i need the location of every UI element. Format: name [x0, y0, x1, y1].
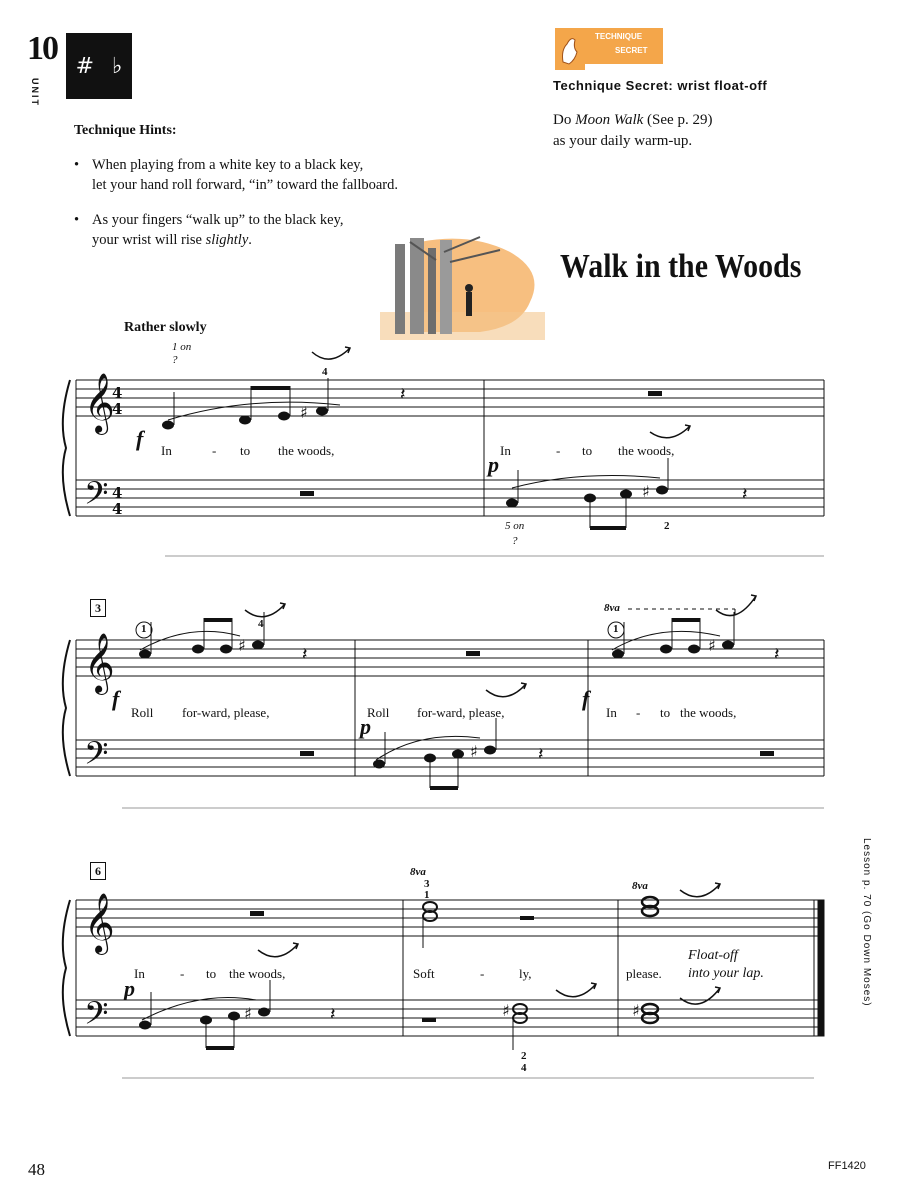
- svg-text:4: 4: [112, 384, 123, 402]
- unit-number: 10: [27, 30, 57, 67]
- svg-text:𝄢: 𝄢: [84, 995, 109, 1039]
- fingering: 1 on: [172, 341, 192, 353]
- dynamic-piano: p: [360, 714, 371, 739]
- svg-text:♯: ♯: [502, 1001, 510, 1020]
- hint-line: your wrist will rise: [92, 232, 206, 248]
- hint-line: As your fingers “walk up” to the black key,: [92, 212, 344, 228]
- svg-text:4: 4: [112, 484, 123, 502]
- fingering: 2: [521, 1050, 527, 1062]
- lyric: please.: [626, 966, 662, 981]
- secret-text-b: Moon Walk: [575, 112, 644, 128]
- svg-text:𝄽: 𝄽: [400, 384, 406, 405]
- svg-text:𝄞: 𝄞: [84, 373, 115, 433]
- fingering: 4: [322, 366, 328, 378]
- lyric: Soft: [413, 966, 435, 981]
- lyric: the woods,: [229, 966, 286, 981]
- fingering: 1: [424, 889, 430, 901]
- lyric: In: [500, 443, 511, 458]
- technique-hints-title: Technique Hints:: [74, 123, 177, 138]
- dynamic-piano: p: [124, 976, 135, 1001]
- svg-text:𝄞: 𝄞: [84, 633, 115, 693]
- technique-secret-label: Technique Secret: wrist float-off: [553, 78, 768, 93]
- hint-line: let your hand roll forward, “in” toward the fallboard.: [92, 177, 399, 193]
- svg-text:4: 4: [112, 500, 123, 518]
- tempo-marking: Rather slowly: [124, 320, 207, 335]
- lyric: -: [180, 966, 185, 981]
- lyric: the woods,: [618, 443, 675, 458]
- svg-text:𝄽: 𝄽: [330, 1004, 336, 1025]
- float-off-line1: Float-off: [688, 948, 738, 963]
- fingering: 3: [424, 878, 430, 890]
- fingering: 5 on: [505, 520, 525, 532]
- svg-text:♯: ♯: [470, 742, 478, 761]
- dynamic-forte: f: [136, 426, 144, 451]
- svg-text:𝄢: 𝄢: [84, 475, 109, 519]
- svg-text:♯: ♯: [632, 1001, 640, 1020]
- svg-text:𝄽: 𝄽: [774, 644, 780, 665]
- fingering: 2: [664, 520, 670, 532]
- hint-item: • When playing from a white key to a black key, let your hand roll forward, “in” toward the fallboard.: [74, 157, 399, 193]
- system-1-staff-lines: [76, 380, 824, 516]
- badge-line1: TECHNIQUE: [595, 32, 643, 41]
- page-number: 48: [28, 1160, 45, 1179]
- fingering-question: ?: [172, 354, 178, 366]
- lyric: Roll: [131, 705, 154, 720]
- lyric: for-ward, please,: [417, 705, 505, 720]
- lyric: to: [582, 443, 593, 458]
- svg-text:4: 4: [112, 400, 123, 418]
- lyric: -: [556, 443, 561, 458]
- fingering: 1: [141, 623, 147, 635]
- svg-text:♯: ♯: [300, 403, 308, 422]
- lyric: the woods,: [680, 705, 737, 720]
- float-off-line2: into your lap.: [688, 966, 764, 981]
- svg-text:♯: ♯: [642, 482, 650, 501]
- octave-mark: 8va: [410, 866, 426, 878]
- lyric: -: [480, 966, 485, 981]
- sharp-symbol: #: [75, 53, 95, 79]
- flat-symbol: ♭: [112, 53, 123, 79]
- measure-number: 6: [90, 862, 106, 880]
- hint-line-end: .: [248, 232, 252, 248]
- fingering: 1: [613, 623, 619, 635]
- svg-text:𝄞: 𝄞: [84, 893, 115, 953]
- unit-label: UNIT: [30, 78, 40, 107]
- fingering-question: ?: [512, 535, 518, 547]
- song-title: Walk in the Woods: [560, 248, 802, 285]
- svg-text:♯: ♯: [708, 636, 716, 655]
- octave-mark: 8va: [604, 602, 620, 614]
- badge-line2: SECRET: [615, 46, 648, 55]
- svg-text:𝄽: 𝄽: [742, 484, 748, 505]
- lyric: In: [134, 966, 145, 981]
- lyric: to: [240, 443, 251, 458]
- lyric: to: [660, 705, 671, 720]
- fingering: 4: [521, 1062, 527, 1074]
- hint-item: • As your fingers “walk up” to the black key, your wrist will rise slightly.: [74, 212, 344, 248]
- hint-line: When playing from a white key to a black key,: [92, 157, 364, 173]
- measure-number: 3: [90, 599, 106, 617]
- svg-text:𝄢: 𝄢: [84, 735, 109, 779]
- lyric: -: [636, 705, 641, 720]
- dynamic-piano: p: [488, 452, 499, 477]
- secret-text-c: (See p. 29): [643, 112, 713, 128]
- svg-text:♯: ♯: [238, 636, 246, 655]
- lyric: to: [206, 966, 217, 981]
- secret-text-line2: as your daily warm-up.: [553, 133, 693, 149]
- fingering: 4: [258, 618, 264, 630]
- hint-emphasis: slightly: [205, 232, 249, 248]
- svg-text:𝄽: 𝄽: [538, 744, 544, 765]
- lyric: ly,: [519, 966, 532, 981]
- lesson-reference: Lesson p. 70 (Go Down Moses): [861, 838, 872, 1007]
- svg-text:♯: ♯: [244, 1004, 252, 1023]
- lyric: Roll: [367, 705, 390, 720]
- catalog-code: FF1420: [828, 1160, 866, 1172]
- secret-text-a: Do: [553, 112, 576, 128]
- svg-text:𝄽: 𝄽: [302, 644, 308, 665]
- lyric: In: [606, 705, 617, 720]
- float-off-annotation: [688, 947, 764, 983]
- lyric: -: [212, 443, 217, 458]
- octave-mark: 8va: [632, 880, 648, 892]
- dynamic-forte: f: [582, 686, 590, 711]
- lyric: the woods,: [278, 443, 335, 458]
- dynamic-forte: f: [112, 686, 120, 711]
- lyric: for-ward, please,: [182, 705, 270, 720]
- lyric: In: [161, 443, 172, 458]
